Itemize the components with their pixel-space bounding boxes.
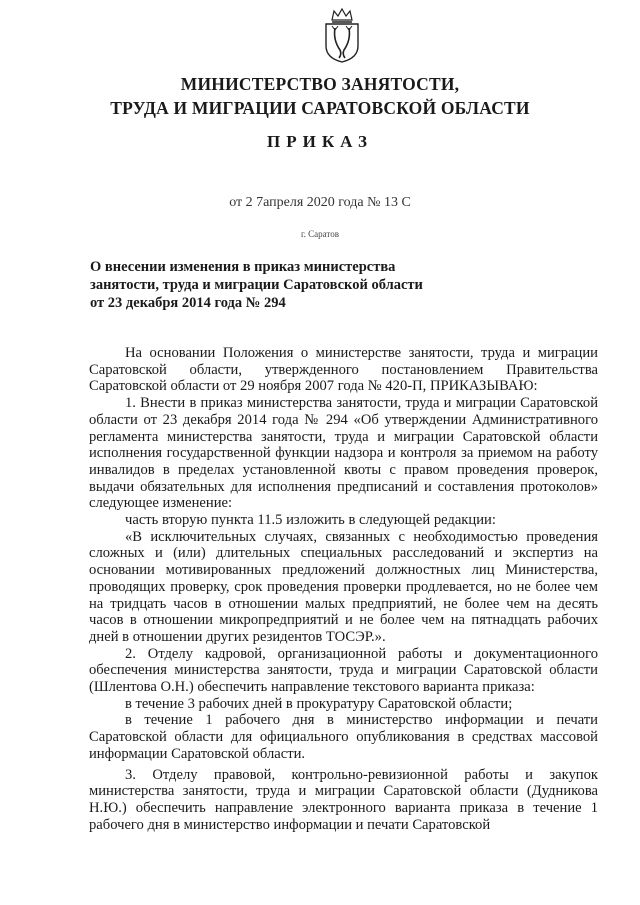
document-city: г. Саратов: [301, 229, 339, 239]
coat-of-arms-icon: [318, 6, 366, 64]
ministry-line-2: ТРУДА И МИГРАЦИИ САРАТОВСКОЙ ОБЛАСТИ: [110, 98, 530, 118]
document-body: [89, 345, 598, 833]
paragraph-item-1: 1. Внести в приказ министерства занятости, труда и миграции Саратовской области от 23 декабря 2014 года № 294 «Об утверждении Административного регламента министерства занятости, труда и миграции Саратовской области исполнения государственной функции надзора и контроля за приемом на работу инвалидов в пределах установленной квоты с правом проведения проверок, выдачи обязательных для исполнения предписаний и составления протоколов» следующее изменение:: [89, 395, 598, 512]
paragraph-item-2: 2. Отделу кадровой, организационной работы и документационного обеспечения министерства занятости, труда и миграции Саратовской области (Шлентова О.Н.) обеспечить направление текстового варианта приказа:: [89, 645, 598, 696]
paragraph-prosecutor: в течение 3 рабочих дней в прокуратуру Саратовской области;: [125, 695, 513, 712]
paragraph-item-3: 3. Отделу правовой, контрольно-ревизионной работы и закупок министерства занятости, труда и миграции Саратовской области (Дудникова Н.Ю.) обеспечить направление электронного варианта приказа в течение 1 рабочего дня в министерство информации и печати Саратовской: [89, 766, 598, 833]
subject-line-2: занятости, труда и миграции Саратовской области: [90, 277, 423, 293]
document-date: от 2 7апреля 2020 года № 13 С: [229, 195, 411, 210]
ministry-line-1: МИНИСТЕРСТВО ЗАНЯТОСТИ,: [180, 74, 460, 94]
document-type: ПРИКАЗ: [267, 132, 373, 151]
subject-line-1: О внесении изменения в приказ министерства: [90, 259, 396, 275]
subject-line-3: от 23 декабря 2014 года № 294: [90, 295, 286, 311]
ministry-name: [0, 72, 640, 120]
document-subject: [90, 258, 510, 312]
paragraph-new-wording: «В исключительных случаях, связанных с необходимостью проведения сложных и (или) длительных специальных расследований и экспертиз на основании мотивированных предложений должностных лиц Министерства, проводящих проверку, срок проведения проверки продлевается, но не более чем на тридцать часов в отношении малых предприятий, не более чем на десять часов в отношении микропредприятий и не более чем на пятнадцать рабочих дней в отношении других резидентов ТОСЭР.».: [89, 528, 598, 645]
paragraph-change-intro: часть вторую пункта 11.5 изложить в следующей редакции:: [125, 512, 496, 529]
paragraph-publication: в течение 1 рабочего дня в министерство информации и печати Саратовской области для официального опубликования в средствах массовой информации Саратовской области.: [89, 712, 598, 762]
paragraph-basis: На основании Положения о министерстве занятости, труда и миграции Саратовской области, утвержденного постановлением Правительства Саратовской области от 29 ноября 2007 года № 420-П, ПРИКАЗЫВАЮ:: [89, 345, 598, 395]
